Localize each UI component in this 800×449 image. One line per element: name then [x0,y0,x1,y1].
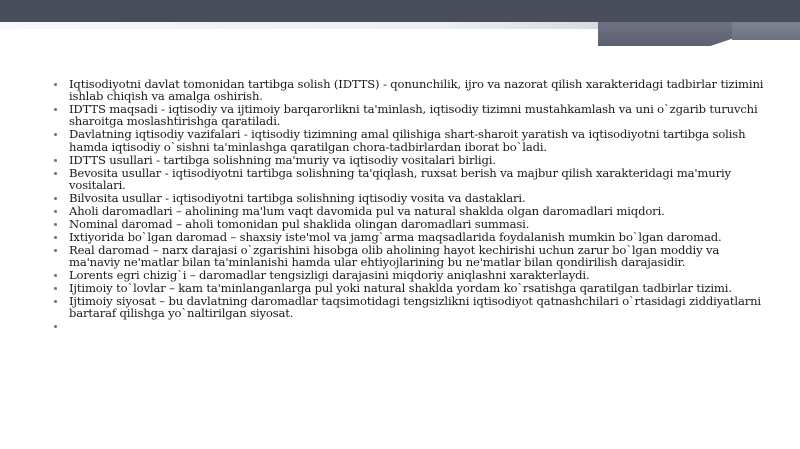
bullet-text: Lorents egri chizig`i – daromadlar tengsizligi darajasini miqdoriy aniqlashni xarakterlaydi. [69,268,590,283]
bullet-dot-icon [54,83,57,86]
bullet-dot-icon [54,287,57,290]
bullet-item [54,295,764,319]
bullet-text: Davlatning iqtisodiy vazifalari - iqtisodiy tizimning amal qilishiga shart-sharoit yaratish va iqtisodiyotni tartibga solish hamda iqtisodiy o`sishni ta'minlashga qaratilgan chora-tadbirlardan iborat bo`ladi. [69,127,746,154]
accent-tab [598,22,732,46]
bullet-item [54,218,764,230]
bullet-text: IDTTS usullari - tartibga solishning ma'muriy va iqtisodiy vositalari birligi. [69,152,496,167]
bullet-text: Ixtiyorida bo`lgan daromad – shaxsiy iste'mol va jamg`arma maqsadlarida foydalanish mumkin bo`lgan daromad. [69,229,722,244]
bullet-dot-icon [54,133,57,136]
bullet-item [54,78,764,102]
bullet-dot-icon [54,172,57,175]
bullet-text: Bevosita usullar - iqtisodiyotni tartibga solishning ta'qiqlash, ruxsat berish va majbur qilish xarakteridagi ma'muriy vositalari. [69,165,731,192]
accent-tab-right [732,22,800,40]
bullet-item-empty [54,320,764,333]
header-band [0,0,800,22]
bullet-dot-icon [54,210,57,213]
bullet-item [54,192,764,204]
bullet-text: IDTTS maqsadi - iqtisodiy va ijtimoiy barqarorlikni ta'minlash, iqtisodiy tizimni mustahkamlash va uni o`zgarib turuvchi sharoitga moslashtirishga qaratiladi. [69,102,758,129]
bullet-dot-icon [54,249,57,252]
bullet-item [54,154,764,166]
bullet-dot-icon [54,197,57,200]
bullet-dot-icon [54,223,57,226]
bullet-list [54,78,764,333]
bullet-item [54,167,764,191]
bullet-text: Nominal daromad – aholi tomonidan pul shaklida olingan daromadlari summasi. [69,216,530,231]
bullet-dot-icon [54,236,57,239]
bullet-text: Ijtimoiy to`lovlar – kam ta'minlanganlarga pul yoki natural shaklda yordam ko`rsatishga qaratilgan tadbirlar tizimi. [69,281,732,296]
bullet-text: Ijtimoiy siyosat – bu davlatning daromadlar taqsimotidagi tengsizlikni iqtisodiyot qatnashchilari o`rtasidagi ziddiyatlarni bartaraf qilishga yo`naltirilgan siyosat. [69,294,761,321]
bullet-item [54,128,764,152]
bullet-dot-icon [54,274,57,277]
bullet-item [54,205,764,217]
bullet-dot-icon [54,159,57,162]
bullet-dot-icon [54,300,57,303]
bullet-item [54,231,764,243]
bullet-text: Bilvosita usullar - iqtisodiyotni tartibga solishning iqtisodiy vosita va dastaklari. [69,190,526,205]
bullet-dot-icon [54,325,57,328]
bullet-dot-icon [54,108,57,111]
bullet-item [54,269,764,281]
slide-body [54,78,764,334]
bullet-item [54,244,764,268]
bullet-item [54,282,764,294]
bullet-text: Aholi daromadlari – aholining ma'lum vaqt davomida pul va natural shaklda olgan daromadlari miqdori. [69,203,665,218]
bullet-item [54,103,764,127]
bullet-text: Real daromad – narx darajasi o`zgarishini hisobga olib aholining hayot kechirishi uchun zarur bo`lgan moddiy va ma'naviy ne'matlar bilan ta'minlanishi hamda ular ehtiyojlarining bu ne'matlar bilan qondirilish darajasidir. [69,242,720,270]
bullet-text: Iqtisodiyotni davlat tomonidan tartibga solish (IDTTS) - qonunchilik, ijro va nazorat qilish xarakteridagi tadbirlar tizimini ishlab chiqish va amalga oshirish. [69,77,764,104]
